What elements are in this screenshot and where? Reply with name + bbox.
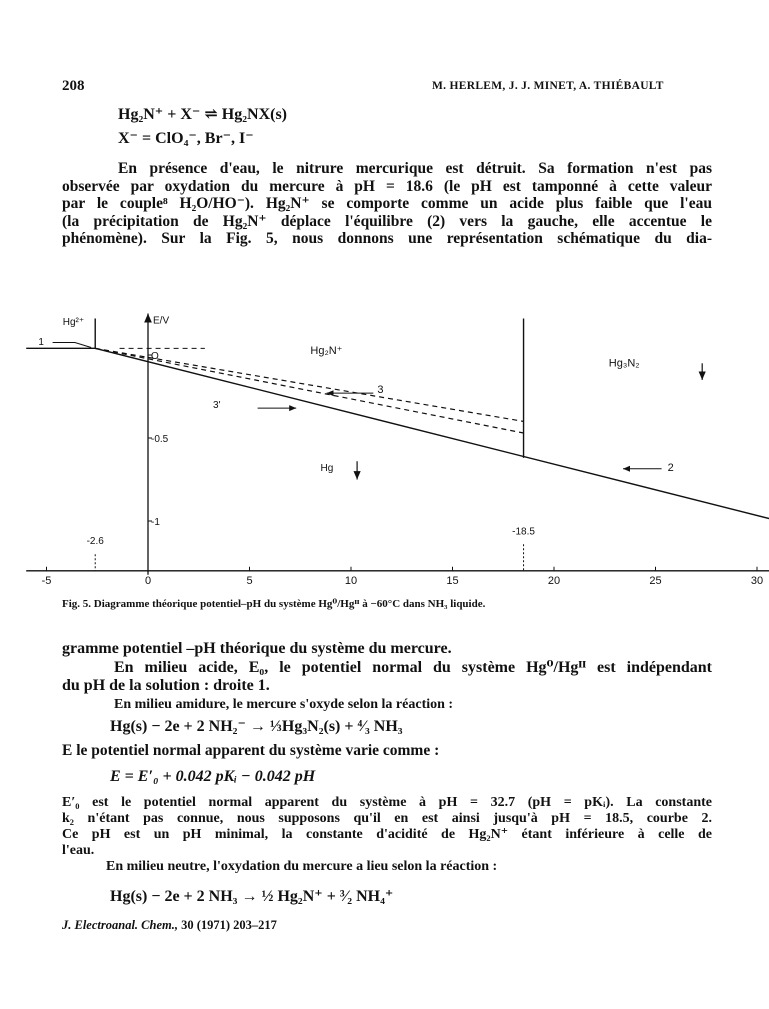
- series-label-2: 2: [667, 462, 674, 475]
- series-pointer-1: [53, 343, 92, 348]
- equation-amidure: Hg(s) − 2e + 2 NH₂⁻ → ⅓Hg₃N₂(s) + ⁴⁄₃ NH₃: [110, 718, 403, 735]
- x-tick-label: 5: [246, 574, 253, 587]
- x-tick-label: 25: [649, 574, 662, 587]
- series-line-3: [95, 348, 523, 421]
- y-axis-label-left: E/V: [153, 315, 170, 327]
- text-line: En milieu amidure, le mercure s'oxyde selon la réaction :: [114, 696, 454, 712]
- x-tick-label: 0: [144, 574, 152, 587]
- region-label-hg2: Hg²⁺: [62, 317, 85, 329]
- marker-label-ph-18-5: -18.5: [512, 526, 535, 538]
- text-line: l'eau.: [62, 843, 95, 858]
- journal-name: J. Electroanal. Chem.,: [62, 918, 178, 932]
- text-line: gramme potentiel –pH théorique du système du mercure.: [62, 640, 452, 657]
- text-line: phénomène). Sur la Fig. 5, nous donnons une représentation schématique du dia-: [62, 230, 712, 247]
- equation-anions: X⁻ = ClO₄⁻, Br⁻, I⁻: [118, 130, 254, 147]
- text-line: En présence d'eau, le nitrure mercurique est détruit. Sa formation n'est pas: [118, 160, 712, 177]
- paragraph-intro: [62, 160, 712, 248]
- equation-potential: E = E′₀ + 0.042 pKᵢ − 0.042 pH: [110, 768, 316, 785]
- series-label-3: 3: [377, 384, 384, 397]
- equation-precipitation: Hg₂N⁺ + X⁻ ⇌ Hg₂NX(s): [118, 106, 287, 123]
- y-tick-label-left: -0.5: [151, 434, 169, 445]
- x-tick-label: 20: [547, 574, 561, 587]
- text-line: En milieu neutre, l'oxydation du mercure a lieu selon la réaction :: [106, 859, 498, 874]
- running-header-authors: M. HERLEM, J. J. MINET, A. THIÉBAULT: [432, 80, 664, 92]
- text-line: (la précipitation de Hg₂N⁺ déplace l'équilibre (2) vers la gauche, elle accentue le: [62, 212, 712, 230]
- text-line: En milieu acide, E₀, le potentiel normal du système Hg⁰/Hgᴵᴵ est indépendant: [114, 658, 712, 676]
- text-line: observée par oxydation du mercure à pH = 18.6 (le pH est tamponné à cette valeur: [62, 177, 712, 195]
- page-number: 208: [62, 78, 85, 94]
- marker-label-ph-2-6: -2.6: [86, 536, 104, 548]
- text-line: E′₀ est le potentiel normal apparent du système à pH = 32.7 (pH = pKᵢ). La constante: [62, 795, 712, 810]
- region-label-hg2n: Hg₂N⁺: [310, 345, 343, 358]
- x-tick-label: -5: [41, 574, 52, 587]
- x-tick-label: 30: [750, 574, 764, 587]
- series-label-1: 1: [38, 337, 44, 349]
- journal-volume-pages: 30 (1971) 203–217: [177, 918, 277, 932]
- figure-caption: Fig. 5. Diagramme théorique potentiel–pH du système Hg⁰/Hgᴵᴵ à −60°C dans NH₃ liquide.: [62, 598, 486, 610]
- text-potential-intro: E le potentiel normal apparent du système varie comme :: [62, 742, 440, 759]
- text-line: du pH de la solution : droite 1.: [62, 677, 270, 694]
- series-line-3-prime: [95, 348, 523, 433]
- series-label-3-prime: 3': [212, 400, 221, 412]
- series-line-2: [95, 348, 769, 529]
- equation-neutral: Hg(s) − 2e + 2 NH₃ → ½ Hg₂N⁺ + ³⁄₂ NH₄⁺: [110, 888, 394, 905]
- text-line: Ce pH est un pH minimal, la constante d'acidité de Hg₂N⁺ étant inférieure à celle de: [62, 827, 712, 842]
- potential-ph-diagram: [0, 270, 769, 600]
- region-label-hg3n2: Hg₃N₂: [608, 357, 640, 370]
- paragraph-diagram: [62, 640, 712, 714]
- y-tick-label-left: O: [151, 351, 159, 362]
- text-line: par le couple⁸ H₂O/HO⁻). Hg₂N⁺ se comporte comme un acide plus faible que l'eau: [62, 195, 712, 212]
- paragraph-constant: [62, 795, 712, 875]
- journal-reference: [62, 918, 277, 933]
- text-line: k₂ n'étant pas connue, nous supposons qu'il en est ainsi jusqu'à pH = 18.5, courbe 2.: [62, 811, 712, 826]
- y-tick-label-left: -1: [151, 517, 160, 528]
- x-tick-label: 15: [446, 574, 459, 587]
- x-tick-label: 10: [344, 574, 358, 587]
- region-label-hg: Hg: [320, 463, 334, 475]
